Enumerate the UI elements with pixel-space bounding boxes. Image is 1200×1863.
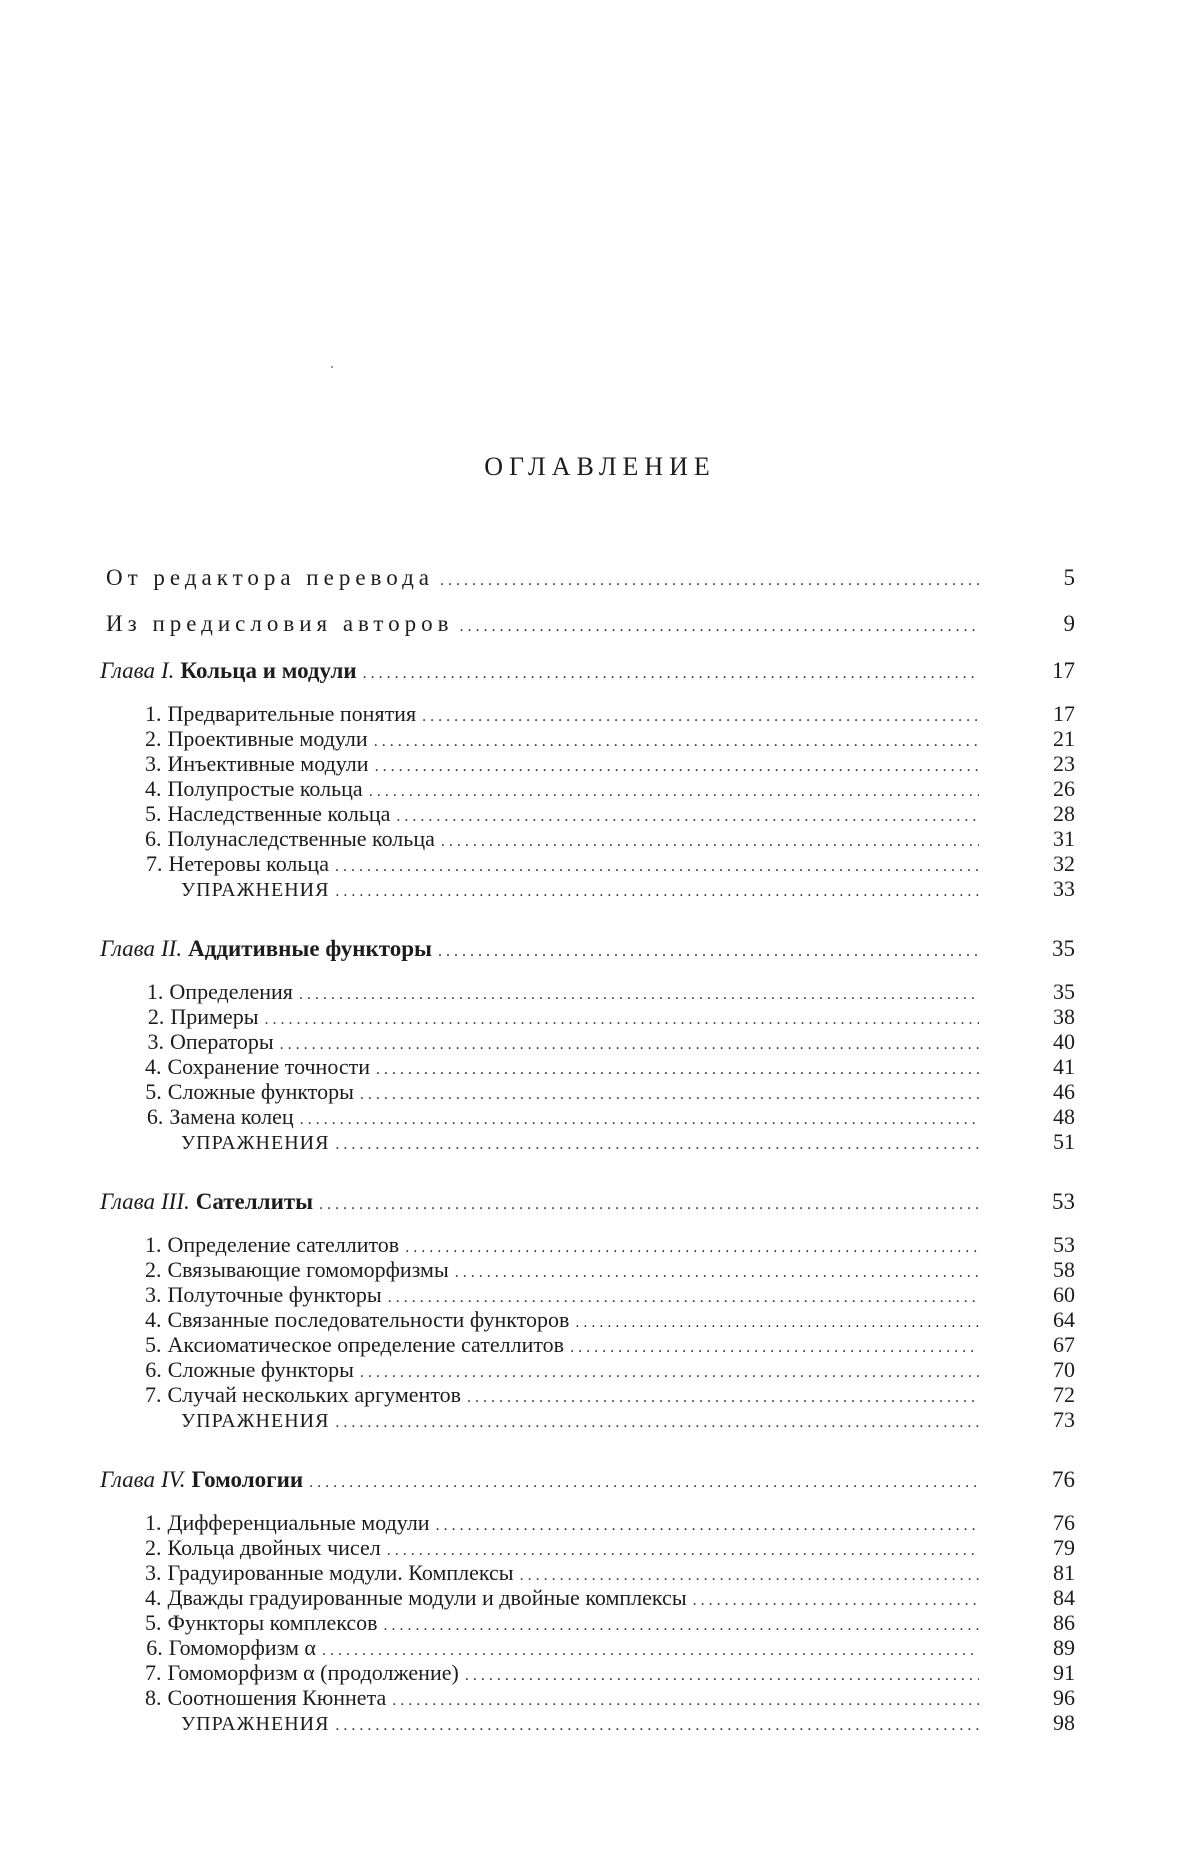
chapter-title: Сателлиты — [195, 1189, 314, 1214]
dot-leader — [309, 1463, 979, 1503]
toc-chapter-3[interactable] — [100, 1182, 1080, 1222]
toc-page-number: 38 — [1053, 1004, 1075, 1029]
section-label: Сложные функторы — [167, 1357, 354, 1382]
toc-section[interactable] — [100, 1635, 1080, 1660]
toc-section[interactable] — [100, 1332, 1080, 1357]
toc-page-number: 23 — [1053, 751, 1075, 776]
section-label: Примеры — [170, 1004, 259, 1029]
toc-chapter-1[interactable] — [100, 651, 1080, 691]
chapter-word: Глава — [100, 1189, 155, 1214]
section-label: Сохранение точности — [167, 1054, 371, 1079]
toc-page-number: 26 — [1053, 776, 1075, 801]
dot-leader — [335, 1713, 979, 1738]
section-number: 4. — [145, 1585, 162, 1610]
exercises-label: УПРАЖНЕНИЯ — [181, 879, 330, 901]
chapter-title: Кольца и модули — [180, 658, 357, 683]
section-number: 2. — [145, 1535, 162, 1560]
section-number: 7. — [145, 1660, 162, 1685]
toc-page-number: 28 — [1053, 801, 1075, 826]
section-number: 2. — [145, 726, 162, 751]
toc-page-number: 32 — [1053, 851, 1075, 876]
section-label: Случай нескольких аргументов — [167, 1382, 462, 1407]
chapter-number: I. — [161, 658, 175, 683]
toc-page-number: 89 — [1053, 1635, 1075, 1660]
section-label: Кольца двойных чисел — [167, 1535, 381, 1560]
dot-leader — [335, 1410, 979, 1435]
section-number: 1. — [145, 701, 162, 726]
toc-page-number: 51 — [1053, 1129, 1075, 1154]
toc-section[interactable] — [100, 1585, 1080, 1610]
toc-exercises[interactable] — [100, 1710, 1080, 1735]
toc-page-number: 72 — [1053, 1382, 1075, 1407]
toc-page-number: 33 — [1053, 876, 1075, 901]
toc-section[interactable] — [100, 776, 1080, 801]
section-label: Нетеровы кольца — [168, 851, 329, 876]
dot-leader — [319, 1185, 979, 1225]
chapter-title: Гомологии — [191, 1467, 304, 1492]
toc-section[interactable] — [100, 1660, 1080, 1685]
chapter-word: Глава — [100, 1467, 155, 1492]
toc-section[interactable] — [100, 1029, 1080, 1054]
section-label: Определения — [169, 979, 293, 1004]
toc-page-number: 76 — [1053, 1510, 1075, 1535]
section-number: 5. — [145, 1332, 162, 1357]
table-of-contents — [100, 555, 1080, 1735]
section-number: 4. — [145, 776, 162, 801]
toc-section[interactable] — [100, 1004, 1080, 1029]
section-label: Градуированные модули. Комплексы — [167, 1560, 514, 1585]
toc-page-number: 53 — [1052, 1189, 1075, 1214]
section-label: Наследственные кольца — [167, 801, 391, 826]
toc-section[interactable] — [100, 1079, 1080, 1104]
toc-page-number: 35 — [1053, 979, 1075, 1004]
scan-speck — [331, 366, 333, 368]
toc-page-number: 46 — [1053, 1079, 1075, 1104]
section-label: Сложные функторы — [167, 1079, 354, 1104]
section-label: Дифференциальные модули — [167, 1510, 430, 1535]
dot-leader — [335, 879, 979, 904]
section-label: Гомоморфизм α — [168, 1635, 316, 1660]
toc-page-number: 86 — [1053, 1610, 1075, 1635]
exercises-label: УПРАЖНЕНИЯ — [181, 1713, 330, 1735]
chapter-word: Глава — [100, 936, 155, 961]
section-number: 3. — [145, 1560, 162, 1585]
section-label: Полуточные функторы — [167, 1282, 382, 1307]
toc-page-number: 17 — [1052, 658, 1075, 683]
toc-section[interactable] — [100, 1535, 1080, 1560]
section-number: 5. — [145, 801, 162, 826]
exercises-label: УПРАЖНЕНИЯ — [181, 1410, 330, 1432]
section-number: 1. — [145, 1510, 162, 1535]
toc-section[interactable] — [100, 979, 1080, 1004]
section-label: Определение сателлитов — [167, 1232, 400, 1257]
toc-section[interactable] — [100, 1054, 1080, 1079]
section-label: Полупростые кольца — [167, 776, 363, 801]
toc-section[interactable] — [100, 1282, 1080, 1307]
page-title: ОГЛАВЛЕНИЕ — [484, 452, 716, 481]
toc-section[interactable] — [100, 701, 1080, 726]
toc-page-number: 35 — [1052, 936, 1075, 961]
section-number: 1. — [145, 1232, 162, 1257]
section-number: 6. — [145, 1357, 162, 1382]
section-number: 5. — [145, 1610, 162, 1635]
exercises-label: УПРАЖНЕНИЯ — [181, 1132, 330, 1154]
toc-section[interactable] — [100, 1104, 1080, 1129]
toc-entry-authors-preface[interactable] — [100, 601, 1080, 647]
toc-section[interactable] — [100, 1357, 1080, 1382]
toc-page-number: 98 — [1053, 1710, 1075, 1735]
toc-chapter-2[interactable] — [100, 929, 1080, 969]
section-label: Гомоморфизм α (продолжение) — [167, 1660, 459, 1685]
section-number: 3. — [145, 751, 162, 776]
toc-section[interactable] — [100, 751, 1080, 776]
dot-leader — [459, 604, 979, 650]
toc-page-number: 60 — [1053, 1282, 1075, 1307]
toc-section[interactable] — [100, 1510, 1080, 1535]
section-number: 1. — [146, 979, 164, 1004]
section-number: 6. — [146, 1635, 163, 1660]
section-number: 4. — [145, 1307, 162, 1332]
toc-page-number: 79 — [1053, 1535, 1075, 1560]
toc-section[interactable] — [100, 1610, 1080, 1635]
section-number: 6. — [146, 1104, 164, 1129]
section-number: 6. — [145, 826, 162, 851]
toc-page-number: 64 — [1053, 1307, 1075, 1332]
toc-page-number: 84 — [1053, 1585, 1075, 1610]
toc-page-number: 17 — [1053, 701, 1075, 726]
section-number: 5. — [145, 1079, 162, 1104]
toc-section[interactable] — [100, 1685, 1080, 1710]
toc-page-number: 96 — [1053, 1685, 1075, 1710]
chapter-number: II. — [161, 936, 183, 961]
toc-exercises[interactable] — [100, 876, 1080, 901]
toc-page-number: 91 — [1053, 1660, 1075, 1685]
chapter-title: Аддитивные функторы — [188, 936, 432, 961]
dot-leader — [438, 932, 979, 972]
toc-exercises[interactable] — [100, 1407, 1080, 1432]
section-label: Полунаследственные кольца — [167, 826, 435, 851]
toc-page-number: 31 — [1053, 826, 1075, 851]
toc-section[interactable] — [100, 1307, 1080, 1332]
section-number: 3. — [147, 1029, 164, 1054]
toc-page-number: 70 — [1053, 1357, 1075, 1382]
section-number: 8. — [145, 1685, 162, 1710]
section-number: 7. — [145, 1382, 162, 1407]
dot-leader — [440, 558, 979, 604]
toc-entry-label: От редактора перевода — [106, 565, 434, 590]
section-number: 2. — [147, 1004, 165, 1029]
toc-page-number: 9 — [1063, 611, 1075, 636]
toc-section[interactable] — [100, 801, 1080, 826]
toc-page-number: 58 — [1053, 1257, 1075, 1282]
dot-leader — [335, 1132, 979, 1157]
toc-section[interactable] — [100, 726, 1080, 751]
toc-page-number: 48 — [1053, 1104, 1075, 1129]
toc-exercises[interactable] — [100, 1129, 1080, 1154]
toc-page-number: 67 — [1053, 1332, 1075, 1357]
toc-page-number: 21 — [1053, 726, 1075, 751]
toc-section[interactable] — [100, 1257, 1080, 1282]
section-number: 2. — [145, 1257, 162, 1282]
toc-chapter-4[interactable] — [100, 1460, 1080, 1500]
section-label: Аксиоматическое определение сателлитов — [167, 1332, 565, 1357]
toc-section[interactable] — [100, 1232, 1080, 1257]
section-label: Связанные последовательности функторов — [167, 1307, 570, 1332]
section-label: Соотношения Кюннета — [167, 1685, 387, 1710]
section-label: Инъективные модули — [167, 751, 369, 776]
toc-entry-editor-preface[interactable] — [100, 555, 1080, 601]
toc-entry-label: Из предисловия авторов — [106, 611, 454, 636]
section-label: Предварительные понятия — [167, 701, 417, 726]
chapter-number: III. — [161, 1189, 190, 1214]
toc-page-number: 5 — [1063, 565, 1075, 590]
toc-section[interactable] — [100, 851, 1080, 876]
section-number: 7. — [145, 851, 163, 876]
toc-page-number: 73 — [1053, 1407, 1075, 1432]
section-label: Операторы — [169, 1029, 274, 1054]
section-label: Проективные модули — [167, 726, 368, 751]
toc-page-number: 81 — [1053, 1560, 1075, 1585]
section-label: Функторы комплексов — [167, 1610, 378, 1635]
section-number: 4. — [145, 1054, 162, 1079]
dot-leader — [363, 654, 979, 694]
chapter-number: IV. — [161, 1467, 186, 1492]
section-label: Связывающие гомоморфизмы — [167, 1257, 449, 1282]
toc-page-number: 76 — [1052, 1467, 1075, 1492]
section-number: 3. — [145, 1282, 162, 1307]
chapter-word: Глава — [100, 658, 155, 683]
toc-page-number: 53 — [1053, 1232, 1075, 1257]
toc-page-number: 40 — [1053, 1029, 1075, 1054]
section-label: Дважды градуированные модули и двойные комплексы — [167, 1585, 687, 1610]
toc-section[interactable] — [100, 1560, 1080, 1585]
toc-section[interactable] — [100, 826, 1080, 851]
toc-section[interactable] — [100, 1382, 1080, 1407]
section-label: Замена колец — [169, 1104, 294, 1129]
toc-page-number: 41 — [1053, 1054, 1075, 1079]
